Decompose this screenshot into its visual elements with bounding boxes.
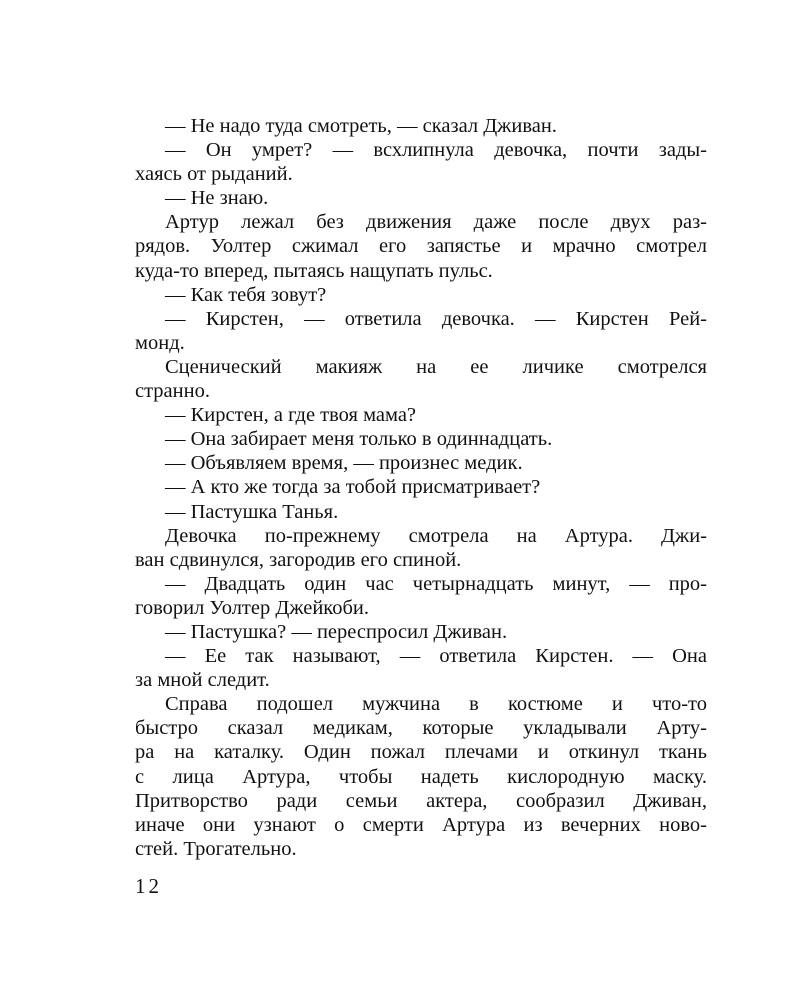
text-line: стей. Трогательно.	[135, 837, 297, 860]
text-line: — Кирстен, — ответила девочка. — Кирстен Рей-	[165, 307, 707, 330]
text-line: Справа подошел мужчина в костюме и что-то	[165, 693, 707, 716]
text-line: — Ее так называют, — ответила Кирстен. — Она	[165, 645, 707, 668]
text-line: с лица Артура, чтобы надеть кислородную маску.	[135, 765, 707, 788]
text-line: говорил Уолтер Джейкоби.	[135, 596, 369, 619]
text-line: монд.	[135, 331, 185, 354]
text-line: Артур лежал без движения даже после двух раз-	[165, 211, 707, 234]
text-line: — Она забирает меня только в одиннадцать.	[165, 428, 553, 451]
text-line: за мной следит.	[135, 669, 270, 692]
text-line: куда-то вперед, пытаясь нащупать пульс.	[135, 259, 493, 282]
text-line: — Он умрет? — всхлипнула девочка, почти зады-	[165, 139, 707, 162]
text-line: ван сдвинулся, загородив его спиной.	[135, 548, 462, 571]
text-line: Сценический макияж на ее личике смотрелся	[165, 355, 707, 378]
text-line: — А кто же тогда за тобой присматривает?	[165, 476, 541, 499]
text-line: — Объявляем время, — произнес медик.	[165, 452, 523, 475]
book-page-text	[135, 114, 707, 861]
text-line: быстро сказал медикам, которые укладывали Арту-	[135, 717, 707, 740]
text-line: хаясь от рыданий.	[135, 163, 293, 186]
text-line: Девочка по-прежнему смотрела на Артура. Джи-	[165, 524, 707, 547]
text-line: — Пастушка? — переспросил Дживан.	[165, 620, 508, 643]
text-line: Притворство ради семьи актера, сообразил Дживан,	[135, 789, 707, 812]
page-number: 12	[135, 874, 162, 898]
text-line: — Кирстен, а где твоя мама?	[165, 404, 417, 427]
text-line: рядов. Уолтер сжимал его запястье и мрачно смотрел	[135, 235, 707, 258]
text-line: — Пастушка Танья.	[165, 500, 339, 523]
text-line: — Не надо туда смотреть, — сказал Дживан.	[165, 115, 557, 137]
text-line: ра на каталку. Один пожал плечами и откинул ткань	[135, 741, 707, 764]
text-line: — Как тебя зовут?	[165, 283, 327, 306]
text-line: иначе они узнают о смерти Артура из вечерних ново-	[135, 813, 707, 836]
text-line: странно.	[135, 380, 210, 403]
text-line: — Не знаю.	[165, 187, 269, 210]
text-line: — Двадцать один час четырнадцать минут, — про-	[165, 572, 707, 595]
